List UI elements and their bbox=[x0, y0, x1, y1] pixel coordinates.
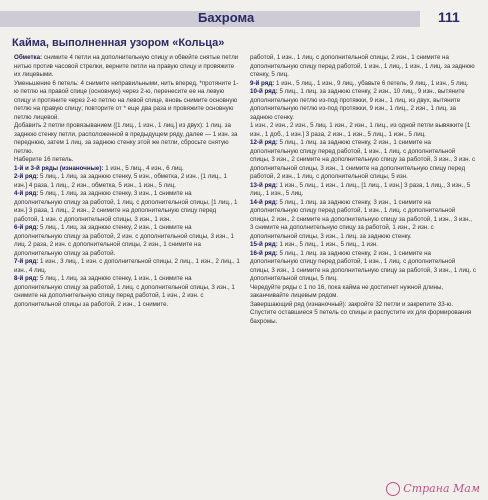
paragraph bbox=[250, 80, 476, 89]
paragraph-text: 5 лиц., 1 лиц. за заднюю стенку, 3 изн., 1 снимите на дополнительную спицу за работой, 1 лиц. с дополнительной спицы, [1 лиц., 1 изн.] 3 раза, 1 лиц., 2 изн., 2 снимите на дополнительную спицу перед работой, 1 изн. с дополнительной спицы, 3 изн., 1 изн. bbox=[14, 190, 238, 223]
watermark bbox=[386, 482, 480, 496]
paragraph-text: 1 изн., 5 лиц., 1 изн., 5 лиц., 1 изн. bbox=[277, 241, 378, 248]
paragraph bbox=[14, 54, 240, 80]
paragraph bbox=[250, 241, 476, 250]
watermark-text: Страна Мам bbox=[403, 482, 480, 495]
row-label: 12-й ряд: bbox=[250, 139, 278, 146]
row-label: 6-й ряд: bbox=[14, 224, 39, 231]
paragraph bbox=[14, 224, 240, 258]
row-label: 14-й ряд: bbox=[250, 198, 278, 206]
row-label: 9-й ряд: bbox=[250, 79, 275, 87]
paragraph-text: Уменьшение 6 петель: 4 снимите неправильными, нить вперед, *протяните 1-ю петлю на правой спице (основную) через 2-ю, перенесите ее на левую спицу и протяните через 2-ю петлю на левой спице, вновь снимите основную петлю на правую спицу; повторите от * еще два раза и провяжите основную петлю лицевой. bbox=[14, 79, 239, 121]
row-label: Обметка: bbox=[14, 54, 43, 61]
paragraph bbox=[14, 165, 240, 174]
paragraph bbox=[250, 54, 476, 80]
paragraph bbox=[250, 182, 476, 199]
paragraph bbox=[14, 80, 240, 123]
page-number: 111 bbox=[438, 9, 460, 25]
page-header bbox=[0, 0, 488, 34]
row-label: 8-й ряд: bbox=[14, 275, 39, 282]
row-label: 4-й ряд: bbox=[14, 190, 39, 197]
right-column bbox=[250, 54, 476, 326]
section-title: Кайма, выполненная узором «Кольца» bbox=[12, 37, 225, 49]
paragraph bbox=[250, 301, 476, 310]
paragraph-text: Добавить 2 петли провязыванием ([1 лиц., 1 изн., 1 лиц.] из двух): 1 лиц. за заднюю стенку петли, расположенной в предыдущем ряду, далее — 1 изн. за переднюю, затем 1 лиц. за заднюю стенку этой же петли, сбросьте снятую петлю. bbox=[14, 122, 238, 155]
row-label: 15-й ряд: bbox=[250, 241, 278, 248]
paragraph-text: Спустите оставшиеся 5 петель со спицы и распустите их для формирования бахромы. bbox=[250, 309, 472, 325]
row-label: 2-й ряд: bbox=[14, 173, 39, 180]
paragraph-text: 5 лиц., 1 лиц. за заднюю стенку, 3 изн., 1 снимите на дополнительную спицу перед работой, 1 изн., 1 лиц. с дополнительной спицы, 2 изн., 2 снимите на дополнительную спицу за работой, 1 изн., 3 изн., 3 снимите на дополнительную спицу за работой, 1 изн., 2 изн. с дополнительной спицы, 3 изн., 1 лиц. за заднюю стенку. bbox=[250, 198, 473, 240]
paragraph bbox=[14, 190, 240, 224]
paragraph-text: 1 изн., 2 изн., 2 изн., 5 лиц. 1 изн., 2 изн., 1 лиц., из одной петли вывяжите [1 изн., 1 доб., 1 изн.] 3 раза, 2 изн., 1 изн., 5 лиц., 1 изн., 5 лиц. bbox=[250, 122, 471, 138]
paragraph bbox=[14, 258, 240, 275]
paragraph bbox=[250, 284, 476, 301]
paragraph bbox=[14, 173, 240, 190]
paragraph bbox=[250, 250, 476, 284]
watermark-logo-icon bbox=[386, 482, 400, 496]
paragraph-text: 1 изн., 5 лиц., 1 изн., 9 лиц., убавьте 6 петель, 9 лиц., 1 изн., 5 лиц. bbox=[274, 79, 469, 87]
paragraph-text: снимите 4 петли на дополнительную спицу и обвейте снятые петли нитью против часовой стрелки, верните петли на правую спицу и провяжите их лицевыми. bbox=[14, 54, 239, 78]
row-label: 13-й ряд: bbox=[250, 181, 278, 189]
left-column bbox=[14, 54, 240, 309]
paragraph-text: 5 лиц., 1 лиц. за заднюю стенку, 1 изн., 1 снимите на дополнительную спицу за работой, 1 лиц. с дополнительной спицы, 3 изн., 1 снимите на дополнительную спицу перед работой, 1 изн., 2 изн. с дополнительной спицы за работой, 2 изн., 1 снимите. bbox=[14, 275, 235, 308]
row-label: 10-й ряд: bbox=[250, 88, 278, 95]
paragraph bbox=[250, 139, 476, 182]
paragraph-text: работой, 1 изн., 1 лиц. с дополнительной спицы, 2 изн., 1 снимите на дополнительную спицу перед работой, 1 изн., 1 лиц., 1 изн., 1 лиц. за заднюю стенку, 5 лиц. bbox=[250, 54, 475, 78]
paragraph-text: 5 лиц., 1 лиц. за заднюю стенку, 2 изн., 1 снимите на дополнительную спицу перед работой, 1 изн., 1 лиц. с дополнительной спицы, 3 изн., 2 снимите на дополнительную спицу за работой, 3 изн., 3 изн. с дополнительной спицы, 3 изн., 1 снимите на дополнительную спицу перед работой, 2 изн., 1 лиц. с дополнительной спицы, 5 изн. bbox=[250, 139, 476, 180]
paragraph bbox=[250, 199, 476, 242]
paragraph bbox=[250, 88, 476, 122]
paragraph bbox=[250, 309, 476, 326]
paragraph-text: 5 лиц., 1 лиц. за заднюю стенку, 5 изн., обметка, 2 изн., [1 лиц., 1 изн.] 4 раза, 1 лиц., 2 изн., обметка, 5 изн., 1 изн., 5 лиц. bbox=[14, 173, 227, 189]
paragraph bbox=[250, 122, 476, 139]
paragraph bbox=[14, 156, 240, 165]
paragraph bbox=[14, 275, 240, 309]
row-label: 7-й ряд: bbox=[14, 258, 39, 265]
paragraph-text: 1 изн., 3 лиц., 1 изн. с дополнительной спицы, 2 лиц., 1 изн., 2 лиц., 1 изн., 4 лиц. bbox=[14, 258, 240, 274]
paragraph-text: 5 лиц., 1 лиц. за заднюю стенку, 2 изн., 1 снимите на дополнительную спицу за работой, 2 изн. с дополнительной спицы, 3 изн., 1 лиц. 2 раза, 2 изн. с дополнительной спицы, 2 изн., 1 снимите на дополнительную спицу за работой. bbox=[14, 224, 234, 257]
paragraph-text: 1 изн., 5 лиц., 4 изн., 6 лиц. bbox=[103, 164, 184, 172]
paragraph-text: 5 лиц., 1 лиц. за заднюю стенку, 2 изн., 1 снимите на дополнительную спицу перед работой, 1 изн., 1 лиц. с дополнительной спицы, 3 изн., 1 снимите на дополнительную спицу за работой, 3 изн., 1 лиц. с дополнительной спицы, 5 лиц. bbox=[250, 249, 477, 282]
chapter-title: Бахрома bbox=[198, 10, 255, 25]
paragraph bbox=[14, 122, 240, 156]
paragraph-text: 1 изн., 5 лиц., 1 изн., 1 лиц., [1 лиц., 1 изн.] 3 раза, 1 лиц., 3 изн., 5 лиц., 1 изн., 5 лиц. bbox=[250, 181, 471, 197]
paragraph-text: Наберите 16 петель. bbox=[14, 156, 74, 163]
paragraph-text: Завершающий ряд (изнаночный): закройте 32 петли и закрепите 33-ю. bbox=[250, 300, 454, 308]
paragraph-text: Чередуйте ряды с 1 по 16, пока кайма не достигнет нужной длины, заканчивайте лицевым рядом. bbox=[250, 283, 444, 299]
row-label: 16-й ряд: bbox=[250, 249, 278, 257]
row-label: 1-й и 3-й ряды (изнаночные): bbox=[14, 164, 104, 172]
paragraph-text: 5 лиц., 1 лиц. за заднюю стенку, 2 изн., 10 лиц., 9 изн., вытяните дополнительную петлю из-под протяжки, 9 изн., 1 лиц. из двух, вытяните дополнительную петлю из-под протяжки, 9 изн., 1 лиц., 2 изн., 1 лиц. за заднюю стенку. bbox=[250, 88, 465, 121]
